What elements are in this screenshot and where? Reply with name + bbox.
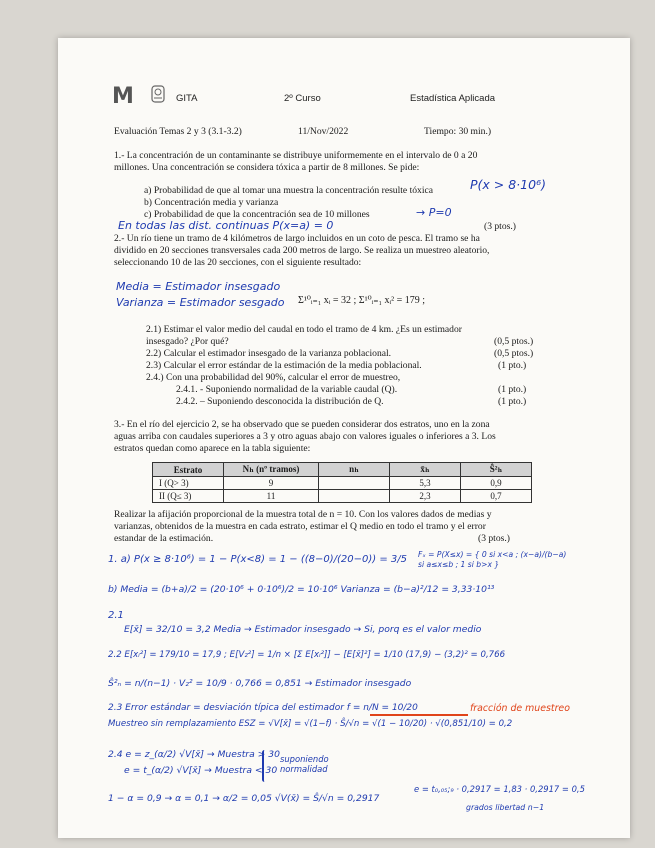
q1-hand-c: → P=0 (416, 206, 452, 219)
q1-text-2: millones. Una concentración se considera tóxica a partir de 8 millones. Se pide: (114, 162, 420, 173)
table-cell: 0,9 (461, 477, 532, 490)
strata-table (152, 462, 532, 503)
q1-item-a: a) Probabilidad de que al tomar una muestra la concentración resulte tóxica (144, 185, 434, 196)
table-header-cell: Estrato (153, 463, 224, 477)
crest-icon (150, 84, 166, 104)
hand-line-4: E[x̄] = 32/10 = 3,2 Media → Estimador insesgado → Si, porq es el valor medio (124, 624, 482, 635)
red-underline (370, 714, 468, 716)
table-header-cell: Nₕ (nº tramos) (224, 463, 319, 477)
hand-line-7-red: fracción de muestreo (470, 703, 570, 714)
q2-sums: Σ¹⁰ᵢ₌₁ xᵢ = 32 ; Σ¹⁰ᵢ₌₁ xᵢ² = 179 ; (298, 295, 426, 306)
hand-line-9: 2.4 e = z_(α/2) √V[x̄] → Muestra > 30 (108, 749, 280, 760)
hand-brace (262, 750, 267, 782)
q2-points-2-4-2: (1 pto.) (498, 396, 527, 407)
q2-item-2-1b: insesgado? ¿Por qué? (146, 336, 229, 347)
university-logo-icon: M (112, 84, 131, 109)
table-header-row (153, 463, 532, 477)
q2-hand-varianza: Varianza = Estimador sesgado (116, 296, 285, 309)
hand-line-5: 2.2 E[xᵢ²] = 179/10 = 17,9 ; E[V₂²] = 1/n × [Σ E[xᵢ²]] − [E[x̄]²] = 1/10 (17,9) − (3,2)² = 0,766 (108, 650, 506, 660)
q2-points-2-4-1: (1 pto.) (498, 384, 527, 395)
table-cell: 2,3 (390, 490, 461, 503)
hand-line-6: Ŝ²ₙ = n/(n−1) · V₂² = 10/9 · 0,766 = 0,851 → Estimador insesgado (108, 678, 412, 689)
hand-line-8: Muestreo sin remplazamiento ESZ = √V[x̄] = √(1−f) · Ŝ/√n = √(1 − 10/20) · √(0,851/10) = 0,2 (108, 719, 513, 729)
q3-text-6: estandar de la estimación. (114, 533, 214, 544)
q2-item-2-4-2: 2.4.2. – Suponiendo desconocida la distribución de Q. (176, 396, 384, 407)
q2-item-2-3: 2.3) Calcular el error estándar de la estimación de la media poblacional. (146, 360, 422, 371)
q1-hand-a: P(x > 8·10⁶) (470, 177, 546, 192)
table-cell: 0,7 (461, 490, 532, 503)
exam-date: 11/Nov/2022 (298, 126, 349, 137)
hand-line-3: 2.1 (108, 610, 124, 621)
q3-text-2: aguas arriba con caudales superiores a 3 y otro aguas abajo con valores iguales o inferiores a 3. Los (114, 431, 496, 442)
q3-text-1: 3.- En el río del ejercicio 2, se ha observado que se pueden considerar dos estratos, uno en la zona (114, 419, 490, 430)
q2-item-2-1a: 2.1) Estimar el valor medio del caudal en todo el tramo de 4 km. ¿Es un estimador (146, 324, 462, 335)
q3-points: (3 ptos.) (478, 533, 510, 544)
hand-line-11: 1 − α = 0,9 → α = 0,1 → α/2 = 0,05 √V(x̄) = Ŝ/√n = 0,2917 (108, 793, 380, 804)
course-label: 2º Curso (284, 93, 321, 104)
q1-hand-note: En todas las dist. continuas P(x=a) = 0 (118, 219, 334, 232)
exam-time: Tiempo: 30 min.) (424, 126, 492, 137)
q3-text-4: Realizar la afijación proporcional de la muestra total de n = 10. Con los valores dados de medias y (114, 509, 492, 520)
table-row (153, 490, 532, 503)
table-cell: II (Q≤ 3) (153, 490, 224, 503)
hand-line-7: 2.3 Error estándar = desviación típica del estimador f = n/N = 10/20 (108, 703, 418, 713)
hand-line-11b: e = t₀,₀₅;₉ · 0,2917 = 1,83 · 0,2917 = 0,5 (414, 784, 585, 794)
table-cell: 11 (224, 490, 319, 503)
q1-item-b: b) Concentración media y varianza (144, 197, 279, 208)
q2-points-2-3: (1 pto.) (498, 360, 527, 371)
hand-line-1b: Fₓ = P(X≤x) = { 0 si x<a ; (x−a)/(b−a) si a≤x≤b ; 1 si b>x } (418, 550, 567, 569)
org-label: GITA (176, 93, 198, 104)
table-header-cell: nₕ (319, 463, 390, 477)
table-cell: I (Q> 3) (153, 477, 224, 490)
q2-points-2-2: (0,5 ptos.) (494, 348, 534, 359)
q1-item-c: c) Probabilidad de que la concentración sea de 10 millones (144, 209, 370, 220)
exam-sheet (58, 38, 630, 838)
q2-item-2-4-1: 2.4.1. - Suponiendo normalidad de la variable caudal (Q). (176, 384, 398, 395)
q2-item-2-4: 2.4.) Con una probabilidad del 90%, calcular el error de muestreo, (146, 372, 401, 383)
hand-line-10: e = t_(α/2) √V[x̄] → Muestra < 30 (124, 765, 278, 776)
q3-text-5: varianzas, obtenidos de la muestra en cada estrato, estimar el Q medio en todo el tramo y el error (114, 521, 486, 532)
q2-points-2-1: (0,5 ptos.) (494, 336, 534, 347)
hand-line-2: b) Media = (b+a)/2 = (20·10⁶ + 0·10⁶)/2 = 10·10⁶ Varianza = (b−a)²/12 = 3,33·10¹³ (108, 584, 495, 595)
q1-text-1: 1.- La concentración de un contaminante se distribuye uniformemente en el intervalo de 0 a 20 (114, 150, 478, 161)
hand-line-1: 1. a) P(x ≥ 8·10⁶) = 1 − P(x<8) = 1 − ((8−0)/(20−0)) = 3/5 (108, 554, 408, 565)
q2-text-3: seleccionando 10 de las 20 secciones, con el siguiente resultado: (114, 257, 362, 268)
exam-title: Evaluación Temas 2 y 3 (3.1-3.2) (114, 126, 242, 137)
q3-text-3: estratos quedan como aparece en la tabla siguiente: (114, 443, 311, 454)
table-cell: 9 (224, 477, 319, 490)
hand-line-12: grados libertad n−1 (466, 803, 545, 812)
table-header-cell: Ŝ²ₕ (461, 463, 532, 477)
table-row (153, 477, 532, 490)
q2-text-2: dividido en 20 secciones transversales cada 200 metros de largo. Se realiza un muestreo aleatorio, (114, 245, 490, 256)
table-cell: 5,3 (390, 477, 461, 490)
table-cell (319, 477, 390, 490)
table-cell (319, 490, 390, 503)
q2-item-2-2: 2.2) Calcular el estimador insesgado de la varianza poblacional. (146, 348, 392, 359)
q1-points: (3 ptos.) (484, 221, 516, 232)
table-header-cell: x̄ₕ (390, 463, 461, 477)
subject-label: Estadística Aplicada (410, 93, 496, 104)
q2-hand-media: Media = Estimador insesgado (116, 280, 281, 293)
q2-text-1: 2.- Un río tiene un tramo de 4 kilómetros de largo incluidos en un coto de pesca. El tramo se ha (114, 233, 480, 244)
hand-line-9b: suponiendo normalidad (280, 754, 329, 774)
